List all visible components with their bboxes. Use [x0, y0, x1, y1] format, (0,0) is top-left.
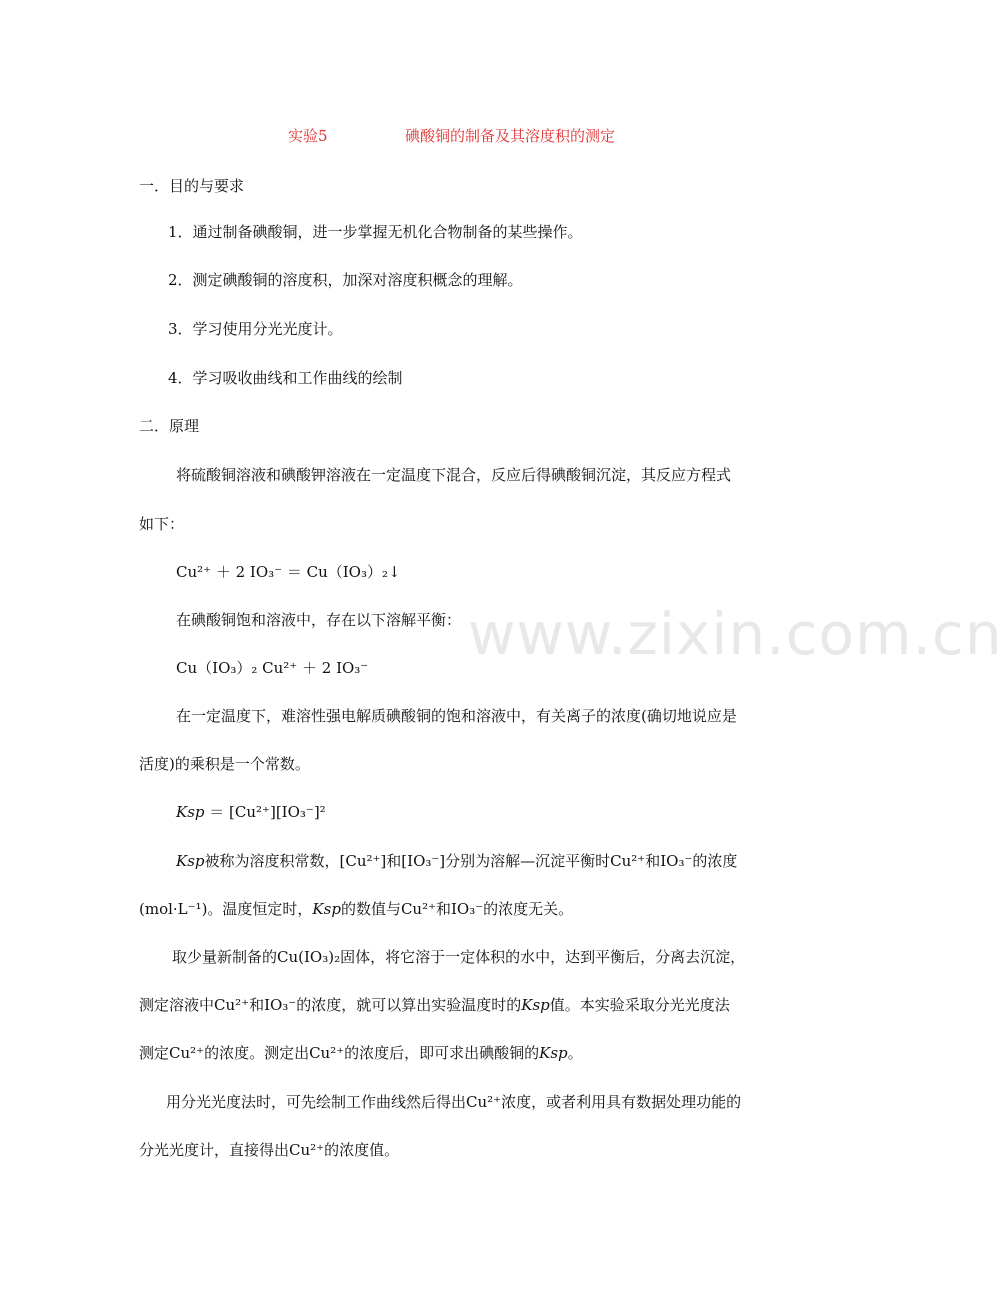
goal-item-3: 3．学习使用分光光度计。 [168, 320, 343, 338]
paragraph-6-line-2: 分光光度计，直接得出Cu²⁺的浓度值。 [139, 1141, 400, 1159]
goal-item-2: 2．测定碘酸铜的溶度积，加深对溶度积概念的理解。 [168, 271, 523, 289]
page-title: 碘酸铜的制备及其溶度积的测定 [405, 127, 616, 145]
ksp-formula [176, 802, 326, 822]
ksp-symbol: Ksp [176, 852, 205, 870]
watermark: www.zixin.com.cn [468, 600, 1003, 668]
goal-item-4: 4．学习吸收曲线和工作曲线的绘制 [168, 369, 403, 387]
paragraph-5-line-3: 测定Cu²⁺的浓度。测定出Cu²⁺的浓度后，即可求出碘酸铜的Ksp。 [139, 1044, 583, 1062]
paragraph-1-line-1: 将硫酸铜溶液和碘酸钾溶液在一定温度下混合，反应后得碘酸铜沉淀，其反应方程式 [176, 466, 732, 484]
paragraph-4-line-1: Ksp被称为溶度积常数，[Cu²⁺]和[IO₃⁻]分别为溶解—沉淀平衡时Cu²⁺和IO₃⁻的浓度 [176, 852, 738, 870]
reaction-equation: Cu²⁺ ＋ 2 IO₃⁻ ＝ Cu（IO₃）₂↓ [176, 563, 401, 581]
section-heading-principle: 二．原理 [139, 417, 200, 435]
ksp-symbol: Ksp [539, 1044, 568, 1062]
paragraph-5-line-1: 取少量新制备的Cu(IO₃)₂固体，将它溶于一定体积的水中，达到平衡后，分离去沉淀， [172, 948, 746, 966]
paragraph-2: 在碘酸铜饱和溶液中，存在以下溶解平衡： [176, 611, 462, 629]
goal-item-1: 1．通过制备碘酸铜，进一步掌握无机化合物制备的某些操作。 [168, 223, 583, 241]
paragraph-6-line-1: 用分光光度法时，可先绘制工作曲线然后得出Cu²⁺浓度，或者利用具有数据处理功能的 [166, 1093, 742, 1111]
paragraph-5-line-2: 测定溶液中Cu²⁺和IO₃⁻的浓度，就可以算出实验温度时的Ksp值。本实验采取分光光度法 [139, 996, 730, 1014]
dissolution-equilibrium-equation: Cu（IO₃）₂ Cu²⁺ ＋ 2 IO₃⁻ [176, 659, 369, 677]
paragraph-4-line-2: (mol·L⁻¹)。温度恒定时，Ksp的数值与Cu²⁺和IO₃⁻的浓度无关。 [139, 900, 574, 918]
paragraph-1-line-2: 如下： [139, 515, 185, 533]
section-heading-goals: 一．目的与要求 [139, 177, 245, 195]
experiment-number: 实验5 [288, 127, 328, 145]
paragraph-3-line-2: 活度)的乘积是一个常数。 [139, 755, 310, 773]
ksp-symbol: Ksp [176, 803, 205, 821]
ksp-symbol: Ksp [312, 900, 341, 918]
ksp-symbol: Ksp [521, 996, 550, 1014]
ksp-formula-rhs: ＝ [Cu²⁺][IO₃⁻]² [204, 803, 326, 821]
paragraph-3-line-1: 在一定温度下，难溶性强电解质碘酸铜的饱和溶液中，有关离子的浓度(确切地说应是 [176, 707, 737, 725]
